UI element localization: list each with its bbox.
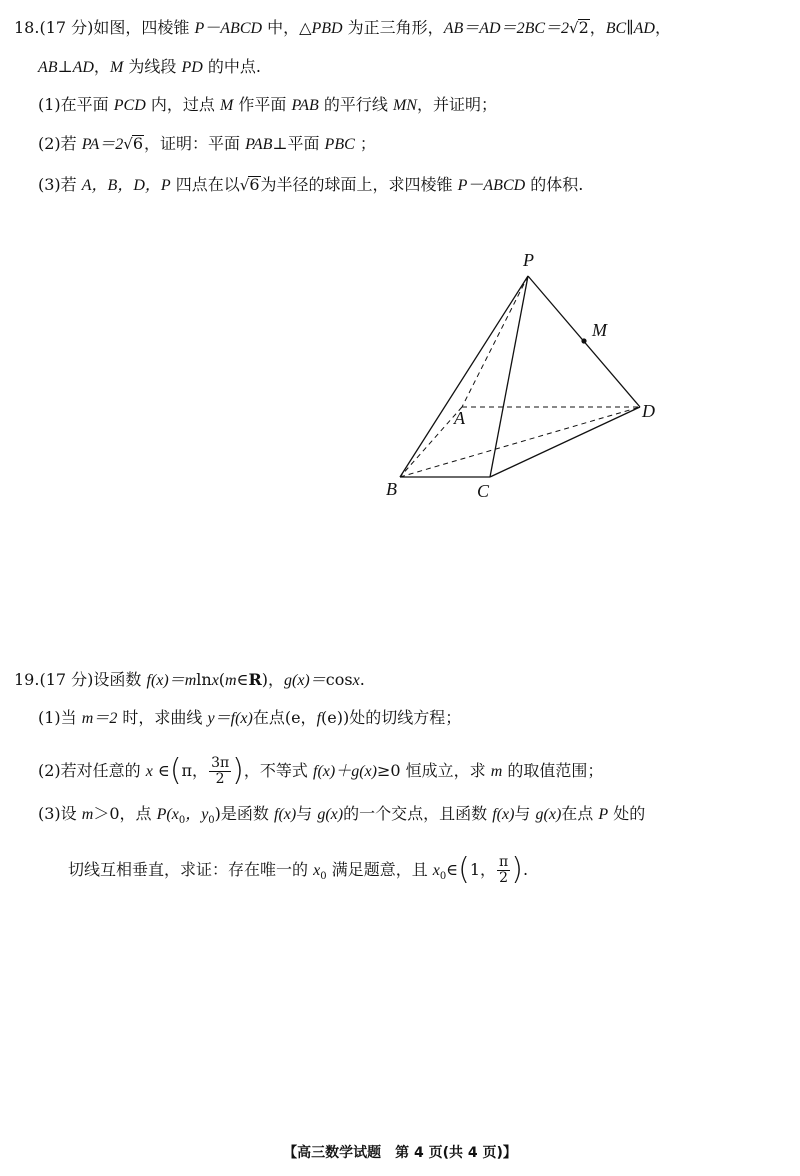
q19-math: f(x)＋g(x) <box>313 763 377 780</box>
q19-sub: 0 <box>178 815 186 827</box>
q19-part3-line2 <box>68 852 529 887</box>
q19-math: y＝f(x) <box>207 710 253 727</box>
q18-number: 18. <box>14 18 40 37</box>
q18-text: ，并证明； <box>416 95 497 114</box>
q19-math: x <box>211 672 219 689</box>
q19-math: ，y <box>185 806 209 823</box>
pyramid-figure <box>370 248 670 503</box>
q18-text: 作平面 <box>238 95 287 114</box>
edge-PA-hidden <box>462 276 528 407</box>
q18-text: (1)在平面 <box>38 95 109 114</box>
q18-math: M <box>219 97 234 114</box>
q18-math: P－ABCD <box>194 20 263 37</box>
frac-num: π <box>499 854 509 870</box>
q19-math: R <box>248 670 262 689</box>
q19-text: )是函数 <box>214 804 269 823</box>
q18-text: 如图，四棱锥 <box>93 18 190 37</box>
q18-part2: (2)若 PA＝2√6，证明：平面 PAB⊥平面 PBC ； <box>38 134 376 153</box>
q18-text: 为正三角形， <box>347 18 444 37</box>
q18-math: PBD <box>311 20 343 37</box>
q18-text: 中，△ <box>267 18 312 37</box>
q18-text: 为线段 <box>128 57 177 76</box>
q19-text: ( <box>218 670 226 689</box>
frac-den: 2 <box>499 870 509 886</box>
q18-text: ； <box>359 134 376 153</box>
q19-text: (1)当 <box>38 708 77 727</box>
q19-text: 与 <box>296 804 313 823</box>
q19-text: 时，求曲线 <box>122 708 203 727</box>
label-D: D <box>642 401 655 421</box>
edge-AB-hidden <box>400 407 462 477</box>
q19-score: (17 分) <box>39 670 94 689</box>
q19-stem <box>14 670 365 691</box>
q19-text: 与 <box>514 804 531 823</box>
q19-math: f <box>316 710 322 727</box>
q18-text: ， <box>654 18 671 37</box>
q19-text: 在点 <box>561 804 594 823</box>
q19-text: 处的 <box>613 804 646 823</box>
q19-sub: 0 <box>208 815 215 827</box>
q18-text: ⊥ <box>272 134 288 153</box>
q19-paren: ) <box>232 753 244 788</box>
q19-text: 在点(e， <box>252 708 317 727</box>
q19-text: ＞0，点 <box>93 804 152 823</box>
q18-math: MN <box>392 97 417 114</box>
q18-text: 内，过点 <box>150 95 215 114</box>
q18-text: 平面 <box>287 134 320 153</box>
pyramid-diagram <box>370 248 670 503</box>
label-A: A <box>454 408 465 428</box>
q18-sqrt: 6 <box>249 175 260 194</box>
q19-text: 设函数 <box>93 670 142 689</box>
q19-math: g(x)＝ <box>284 672 326 689</box>
q18-math: A，B，D，P <box>81 177 171 194</box>
q19-sub: 0 <box>439 871 447 883</box>
q19-text: ∈ <box>446 860 459 879</box>
page-footer: 【高三数学试题 第 4 页(共 4 页)】 <box>283 1145 517 1161</box>
q18-math: PAB <box>245 136 273 153</box>
q19-number: 19. <box>14 670 40 689</box>
q19-text: ln <box>196 670 212 689</box>
q19-text: ，不等式 <box>243 761 308 780</box>
q18-math: AB⊥AD <box>38 59 94 76</box>
q19-text: . <box>359 670 365 689</box>
q18-text: ，证明：平面 <box>144 134 241 153</box>
q18-text: 四点在以 <box>175 175 240 194</box>
q19-sub: 0 <box>320 871 327 883</box>
q19-frac-pi-2 <box>497 855 510 886</box>
q19-math: P <box>598 806 609 823</box>
q19-math: x <box>313 862 321 879</box>
q18-text: 的平行线 <box>323 95 388 114</box>
q18-math: BC∥AD <box>605 20 655 37</box>
q19-part1 <box>38 708 461 729</box>
q19-text: 1， <box>469 860 497 879</box>
q18-math: P－ABCD <box>457 177 526 194</box>
q18-math: M <box>109 59 124 76</box>
q18-text: ， <box>589 18 606 37</box>
q18-math: PAB <box>291 97 319 114</box>
q19-text: 满足题意，且 <box>331 860 428 879</box>
edge-CD <box>490 407 640 477</box>
point-M <box>581 338 586 343</box>
q18-text: ， <box>93 57 110 76</box>
q19-math: m <box>81 806 94 823</box>
q19-part3-line1 <box>38 804 645 825</box>
frac-den: 2 <box>215 771 225 787</box>
label-P: P <box>523 250 534 270</box>
q19-text: (2)若对任意的 <box>38 761 141 780</box>
frac-num: 3π <box>211 755 230 771</box>
diag-BD-hidden <box>400 407 640 477</box>
q19-text: 切线互相垂直，求证：存在唯一的 <box>68 860 309 879</box>
q19-math: f(x) <box>274 806 297 823</box>
q19-text: ∈ <box>157 761 170 780</box>
q18-sqrt: 6 <box>132 134 144 153</box>
q19-math: f(x) <box>492 806 515 823</box>
q19-math: x <box>145 763 153 780</box>
q18-math: AB＝AD＝2BC＝2 <box>443 20 570 37</box>
q19-math: m <box>225 672 237 689</box>
q19-text: 的一个交点，且函数 <box>343 804 488 823</box>
q19-paren: ) <box>511 852 523 887</box>
q18-text: 为半径的球面上，求四棱锥 <box>260 175 453 194</box>
q19-text: cos <box>325 670 353 689</box>
q19-math: P(x <box>156 806 179 823</box>
q18-stem-line2 <box>38 57 261 78</box>
q18-sqrt: 2 <box>578 18 589 37</box>
q19-text: )， <box>261 670 284 689</box>
q18-part3: (3)若 A，B，D，P 四点在以√6为半径的球面上，求四棱锥 P－ABCD 的体积. <box>38 175 584 194</box>
q18-part1 <box>38 95 497 116</box>
q18-score: (17 分) <box>39 18 94 37</box>
q19-math: g(x) <box>317 806 344 823</box>
q19-math: f(x)＝m <box>146 672 197 689</box>
q19-text: 的取值范围； <box>507 761 604 780</box>
q19-text: π， <box>181 761 209 780</box>
q19-paren: ( <box>458 852 470 887</box>
q18-text: 的体积. <box>530 175 584 194</box>
q19-math: m <box>490 763 503 780</box>
q19-math: m＝2 <box>81 710 118 727</box>
q19-math: x <box>352 672 360 689</box>
q18-stem-line1: 18.(17 分)如图，四棱锥 P－ABCD 中，△PBD 为正三角形，AB＝AD＝2BC＝2√2，BC∥AD， <box>14 18 671 37</box>
q19-text: (3)设 <box>38 804 77 823</box>
q19-math: x <box>432 862 440 879</box>
q18-text: (3)若 <box>38 175 77 194</box>
q19-text: (e))处的切线方程； <box>321 708 462 727</box>
label-B: B <box>386 479 397 499</box>
q19-part2 <box>38 753 604 788</box>
q19-math: g(x) <box>535 806 562 823</box>
q19-frac-3pi-2 <box>209 756 231 787</box>
q18-math: PD <box>181 59 203 76</box>
q18-text: (2)若 <box>38 134 77 153</box>
q18-math: PBC <box>324 136 355 153</box>
q19-text: . <box>522 860 529 879</box>
q18-math: PA＝2 <box>81 136 124 153</box>
label-C: C <box>477 481 490 501</box>
q18-math: PCD <box>113 97 146 114</box>
q18-text: 的中点. <box>207 57 261 76</box>
q19-text: ≥0 恒成立，求 <box>376 761 486 780</box>
q19-text: ∈ <box>236 670 249 689</box>
label-M: M <box>592 320 607 340</box>
q19-paren: ( <box>169 753 182 788</box>
